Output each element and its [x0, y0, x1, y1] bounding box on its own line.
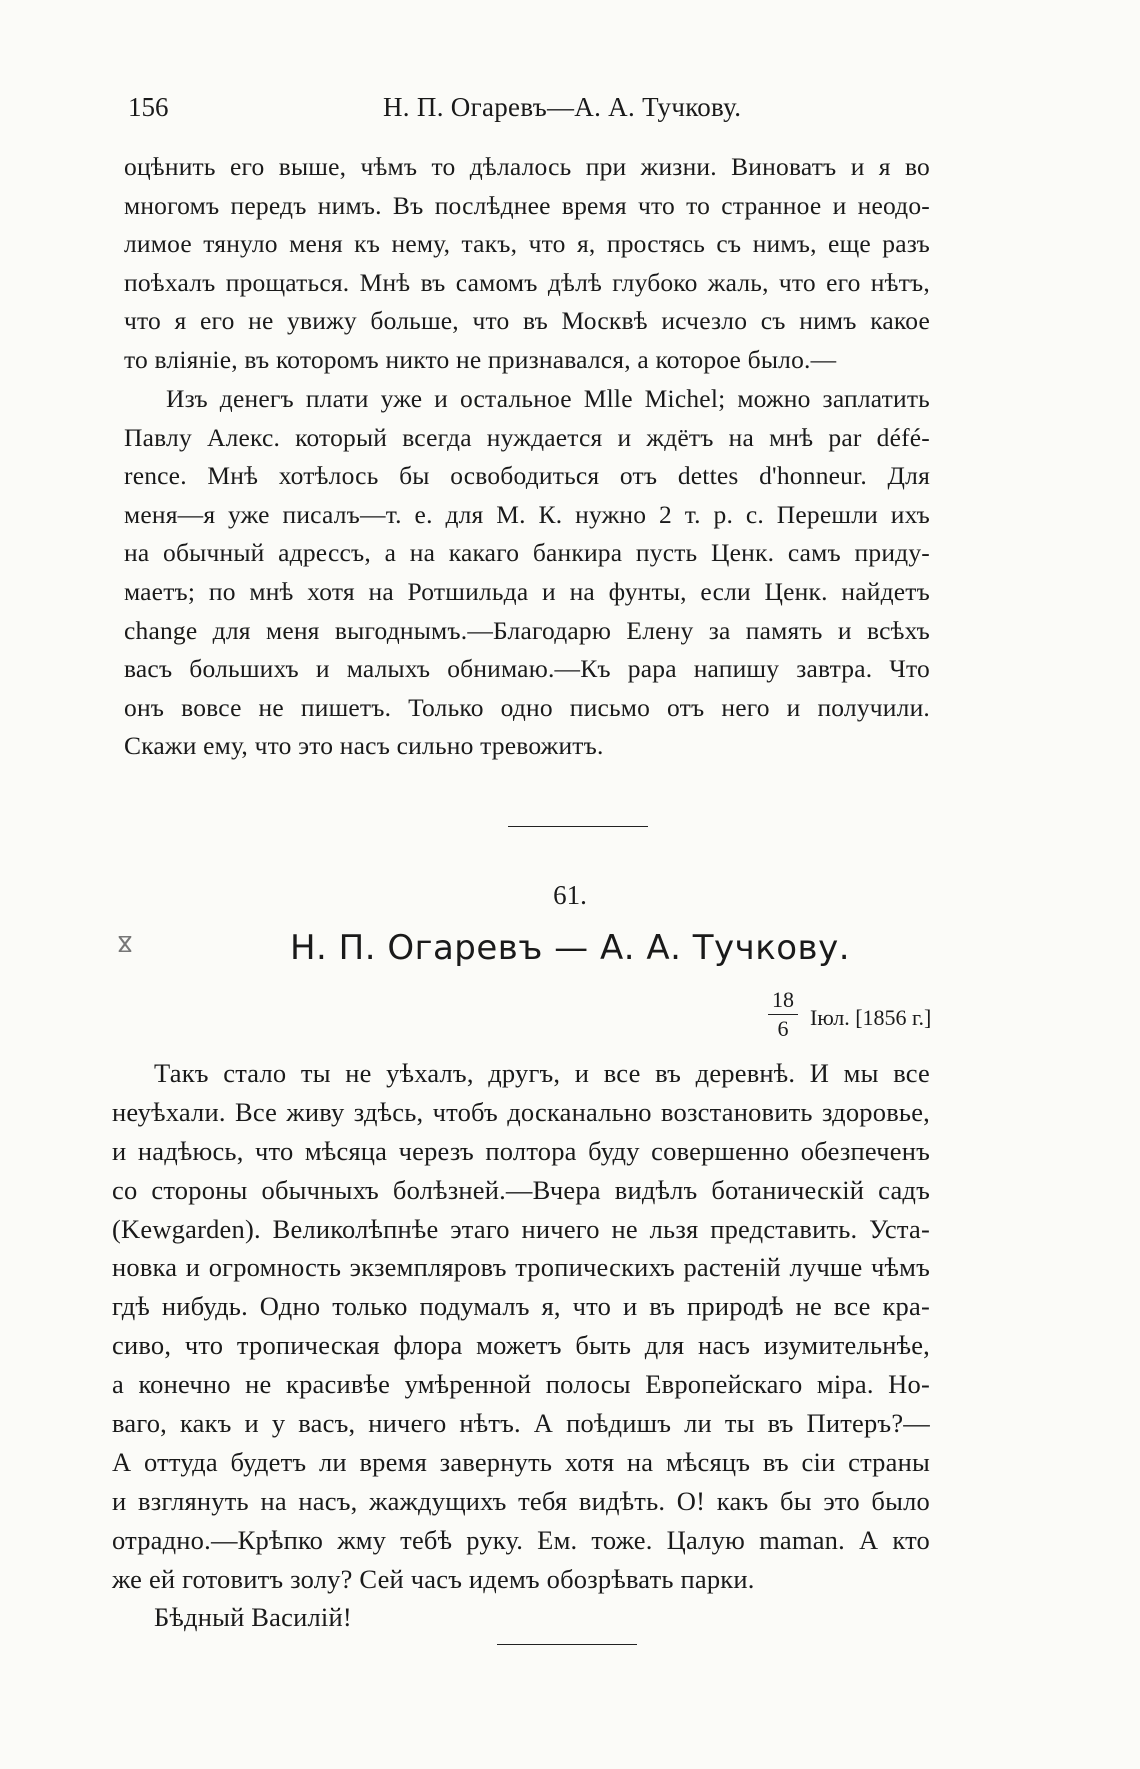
- text-line: Скажи ему, что это насъ сильно тревожитъ.: [124, 731, 604, 761]
- text-line: многомъ передъ нимъ. Въ послѣднее время что то странное и неодо-: [124, 190, 930, 220]
- text-line: же ей готовитъ золу? Сей часъ идемъ обозрѣвать парки.: [112, 1563, 755, 1594]
- text-line: а конечно не красивѣе умѣренной полосы Европейскаго міра. Но-: [112, 1369, 930, 1400]
- text-line: поѣхалъ прощаться. Мнѣ въ самомъ дѣлѣ глубоко жаль, что его нѣтъ,: [124, 267, 930, 297]
- text-line: меня—я уже писалъ—т. е. для М. К. нужно 2 т. р. с. Перешли ихъ: [124, 499, 930, 529]
- text-line: неуѣхали. Все живу здѣсь, чтобъ досканально возстановить здоровье,: [112, 1096, 930, 1127]
- text-line: Изъ денегъ плати уже и остальное Mlle Michel; можно заплатить: [166, 384, 930, 413]
- date-month-year: Іюл. [1856 г.]: [810, 1005, 932, 1030]
- text-line: со стороны обычныхъ болѣзней.—Вчера видѣлъ ботаническій садъ: [112, 1174, 930, 1205]
- end-divider: [497, 1644, 637, 1645]
- page-number: 156: [128, 92, 169, 122]
- section-divider: [508, 826, 648, 827]
- text-line: то вліяніе, въ которомъ никто не признавался, а которое было.—: [124, 344, 837, 374]
- margin-mark-icon: ⴵ: [118, 932, 132, 957]
- text-line: лимое тянуло меня къ нему, такъ, что я, простясь съ нимъ, еще разъ: [124, 229, 930, 259]
- letter-title: Н. П. Огаревъ — А. А. Тучкову.: [289, 928, 851, 968]
- text-line: Бѣдный Василій!: [154, 1602, 352, 1633]
- text-line: гдѣ нибудь. Одно только подумалъ я, что и въ природѣ не все кра-: [112, 1291, 930, 1322]
- text-line: ваго, какъ и у васъ, ничего нѣтъ. А поѣдишъ ли ты въ Питеръ?—: [112, 1408, 930, 1439]
- text-line: Павлу Алекс. который всегда нуждается и ждётъ на мнѣ par défé-: [124, 422, 930, 452]
- text-line: отрадно.—Крѣпко жму тебѣ руку. Ем. тоже. Цалую maman. А кто: [112, 1524, 930, 1555]
- text-line: сиво, что тропическая флора можетъ быть для насъ изумительнѣе,: [112, 1330, 930, 1361]
- text-line: Такъ стало ты не уѣхалъ, другъ, и все въ деревнѣ. И мы все: [154, 1058, 930, 1088]
- letter-60-paragraph-2: [124, 380, 930, 766]
- text-line: на обычный адрессъ, а на какаго банкира пусть Ценк. самъ приду-: [124, 538, 930, 568]
- text-line: и взглянуть на насъ, жаждущихъ тебя видѣть. О! какъ бы это было: [112, 1485, 930, 1516]
- letter-date: [760, 986, 1000, 1056]
- text-line: change для меня выгоднымъ.—Благодарю Елену за память и всѣхъ: [124, 615, 930, 645]
- letter-61-paragraph-1: [112, 1054, 930, 1637]
- date-fraction: [768, 986, 798, 1043]
- text-line: (Kewgarden). Великолѣпнѣе этаго ничего не льзя представить. Уста-: [112, 1213, 930, 1244]
- letter-60-paragraph-1: [124, 148, 930, 380]
- date-numerator: 18: [768, 986, 798, 1015]
- text-line: оцѣнить его выше, чѣмъ то дѣлалось при жизни. Виноватъ и я во: [124, 152, 930, 181]
- text-line: онъ вовсе не пишетъ. Только одно письмо отъ него и получили.: [124, 692, 930, 722]
- running-head: Н. П. Огаревъ—А. А. Тучкову.: [383, 92, 742, 122]
- text-line: что я его не увижу больше, что въ Москвѣ исчезло съ нимъ какое: [124, 306, 930, 336]
- text-line: и надѣюсь, что мѣсяца черезъ полтора буду совершенно обезпеченъ: [112, 1135, 930, 1166]
- letter-number: 61.: [553, 880, 587, 910]
- text-line: новка и огромность экземпляровъ тропическихъ растеній лучше чѣмъ: [112, 1252, 930, 1283]
- text-line: маетъ; по мнѣ хотя на Ротшильда и на фунты, если Ценк. найдетъ: [124, 576, 930, 606]
- text-line: васъ большихъ и малыхъ обнимаю.—Къ papa напишу завтра. Что: [124, 654, 930, 684]
- page-header: [128, 92, 938, 132]
- text-line: А оттуда будетъ ли время завернуть хотя на мѣсяцъ въ сіи страны: [112, 1446, 930, 1477]
- text-line: rence. Мнѣ хотѣлось бы освободиться отъ dettes d'honneur. Для: [124, 461, 930, 491]
- date-denominator: 6: [777, 1016, 789, 1041]
